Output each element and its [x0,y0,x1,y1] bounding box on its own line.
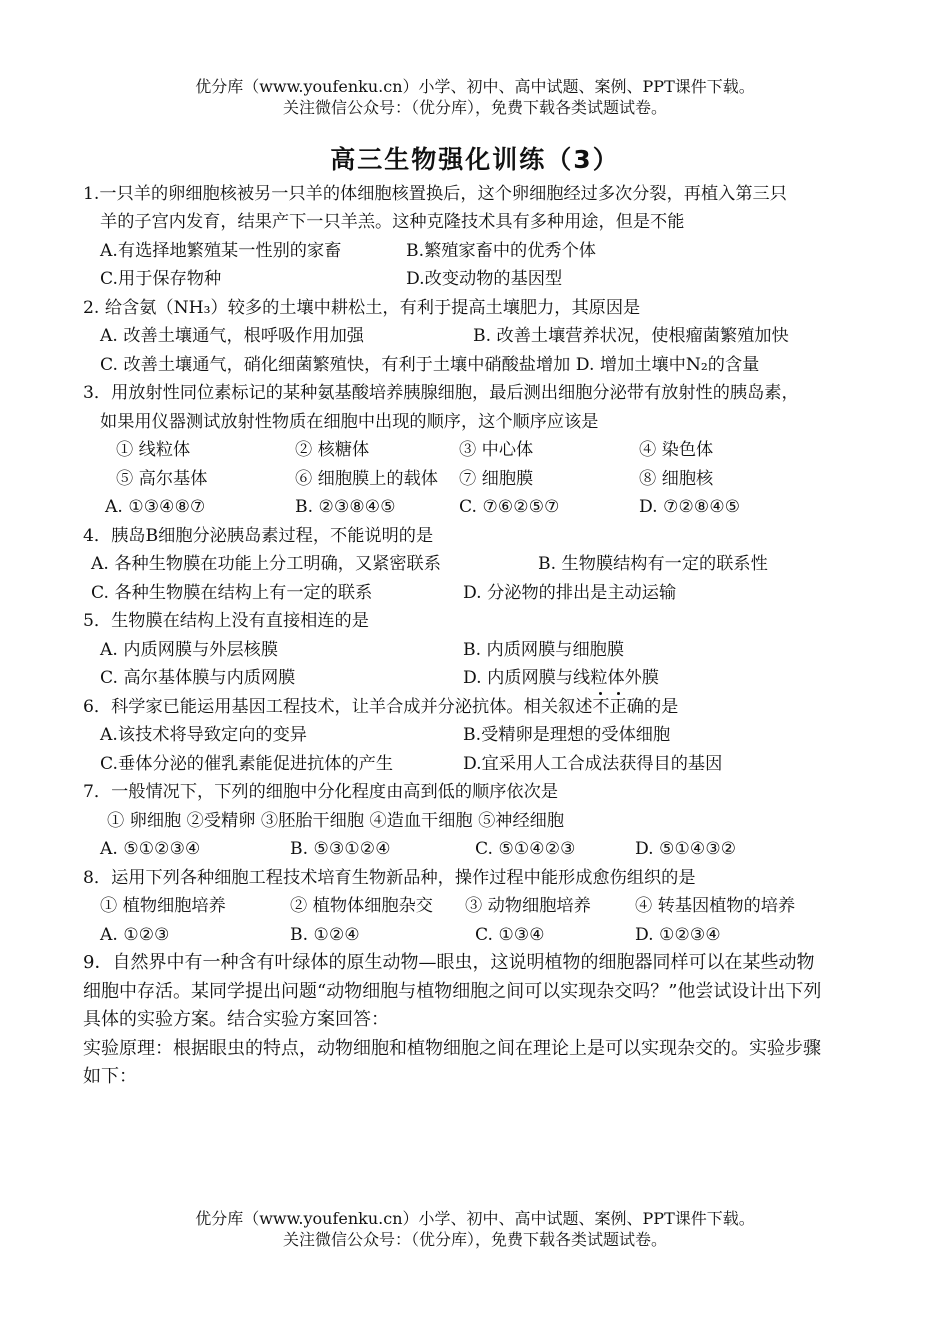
q3-option-c: C. ⑦⑥②⑤⑦ [459,497,560,517]
q1-option-a: A.有选择地繁殖某一性别的家畜 [100,241,342,261]
q8-item-2: ② 植物体细胞杂交 [290,896,433,916]
q4-option-d: D. 分泌物的排出是主动运输 [463,583,677,603]
q8-item-4: ④ 转基因植物的培养 [635,896,796,916]
q8-item-1: ① 植物细胞培养 [100,896,226,916]
q3-item-4: ④ 染色体 [639,440,714,460]
q5-option-c: C. 高尔基体膜与内质网膜 [100,668,296,688]
q6-option-c: C.垂体分泌的催乳素能促进抗体的产生 [100,754,394,774]
q2-option-a: A. 改善土壤通气，根呼吸作用加强 [100,326,364,346]
q2-option-b: B. 改善土壤营养状况，使根瘤菌繁殖加快 [473,326,789,346]
q7-option-c: C. ⑤①④②③ [475,839,576,859]
page-footer [0,1208,950,1250]
q3-item-8: ⑧ 细胞核 [639,469,714,489]
q8-option-b: B. ①②④ [290,925,360,945]
q6-emphasis-1: 不 [592,697,610,717]
q3-item-7: ⑦ 细胞膜 [459,469,534,489]
q7-option-b: B. ⑤③①②④ [290,839,391,859]
q9-line-3: 具体的实验方案。结合实验方案回答： [83,1009,389,1030]
q3-item-2: ② 核糖体 [295,440,370,460]
q2-stem: 2. 给含氨（NH₃）较多的土壤中耕松土，有利于提高土壤肥力，其原因是 [83,298,641,318]
q5-stem: 5．生物膜在结构上没有直接相连的是 [83,611,369,631]
q9-line-2: 细胞中存活。某同学提出问题“动物细胞与植物细胞之间可以实现杂交吗？”他尝试设计出下列 [83,981,822,1002]
header-line-2: 关注微信公众号：（优分库），免费下载各类试题试卷。 [282,98,667,117]
q6-stem-post: 确的是 [626,697,679,717]
q1-option-d: D.改变动物的基因型 [406,269,563,289]
q1-option-c: C.用于保存物种 [100,269,222,289]
q3-option-b: B. ②③⑧④⑤ [295,497,396,517]
q7-option-d: D. ⑤①④③② [635,839,737,859]
q3-item-1: ① 线粒体 [116,440,191,460]
q3-item-5: ⑤ 高尔基体 [116,469,208,489]
q3-stem-line2: 如果用仪器测试放射性物质在细胞中出现的顺序，这个顺序应该是 [100,412,599,432]
q1-stem-line2: 羊的子宫内发育，结果产下一只羊羔。这种克隆技术具有多种用途，但是不能 [100,212,685,232]
q6-emphasis-2: 正 [609,697,627,717]
q5-option-d: D. 内质网膜与线粒体外膜 [463,668,659,688]
q7-stem: 7．一般情况下，下列的细胞中分化程度由高到低的顺序依次是 [83,782,559,802]
q1-stem-line1: 1.一只羊的卵细胞核被另一只羊的体细胞核置换后，这个卵细胞经过多次分裂，再植入第三只 [83,184,787,204]
q2-option-cd: C. 改善土壤通气，硝化细菌繁殖快，有利于土壤中硝酸盐增加 D. 增加土壤中N₂的含量 [100,355,760,375]
q9-line-5: 如下： [83,1066,137,1087]
q6-stem [83,695,883,719]
q3-option-a: A. ①③④⑧⑦ [105,497,206,517]
q3-option-d: D. ⑦②⑧④⑤ [639,497,741,517]
q7-items-text: ① 卵细胞 ②受精卵 ③胚胎干细胞 ④造血干细胞 ⑤神经细胞 [107,811,565,831]
q8-item-3: ③ 动物细胞培养 [465,896,591,916]
page-title: 高三生物强化训练（3） [330,145,620,174]
q9-line-1: 9．自然界中有一种含有叶绿体的原生动物—眼虫，这说明植物的细胞器同样可以在某些动物 [83,952,815,973]
q6-option-a: A.该技术将导致定向的变异 [100,725,307,745]
q6-option-b: B.受精卵是理想的受体细胞 [463,725,671,745]
q4-stem: 4．胰岛B细胞分泌胰岛素过程，不能说明的是 [83,526,434,546]
footer-line-1: 优分库（www.youfenku.cn）小学、初中、高中试题、案例、PPT课件下载。 [195,1209,755,1228]
q6-stem-pre: 6．科学家已能运用基因工程技术，让羊合成并分泌抗体。相关叙述 [83,697,593,717]
q5-option-b: B. 内质网膜与细胞膜 [463,640,625,660]
q8-option-c: C. ①③④ [475,925,545,945]
q1-option-b: B.繁殖家畜中的优秀个体 [406,241,596,261]
q8-option-a: A. ①②③ [100,925,170,945]
q4-option-b: B. 生物膜结构有一定的联系性 [538,554,768,574]
q9-line-4: 实验原理：根据眼虫的特点，动物细胞和植物细胞之间在理论上是可以实现杂交的。实验步骤 [83,1038,821,1059]
q3-item-6: ⑥ 细胞膜上的载体 [295,469,438,489]
footer-line-2: 关注微信公众号：（优分库），免费下载各类试题试卷。 [282,1230,667,1249]
q4-option-a: A. 各种生物膜在功能上分工明确，又紧密联系 [91,554,441,574]
q8-option-d: D. ①②③④ [635,925,721,945]
header-line-1: 优分库（www.youfenku.cn）小学、初中、高中试题、案例、PPT课件下载。 [195,77,755,96]
q5-option-a: A. 内质网膜与外层核膜 [100,640,279,660]
q3-stem-line1: 3．用放射性同位素标记的某种氨基酸培养胰腺细胞，最后测出细胞分泌带有放射性的胰岛素， [83,383,799,403]
q4-option-c: C. 各种生物膜在结构上有一定的联系 [91,583,373,603]
q8-stem: 8．运用下列各种细胞工程技术培育生物新品种，操作过程中能形成愈伤组织的是 [83,868,696,888]
page-header [0,76,950,118]
q6-option-d: D.宜采用人工合成法获得目的基因 [463,754,723,774]
q3-item-3: ③ 中心体 [459,440,534,460]
q7-option-a: A. ⑤①②③④ [100,839,201,859]
